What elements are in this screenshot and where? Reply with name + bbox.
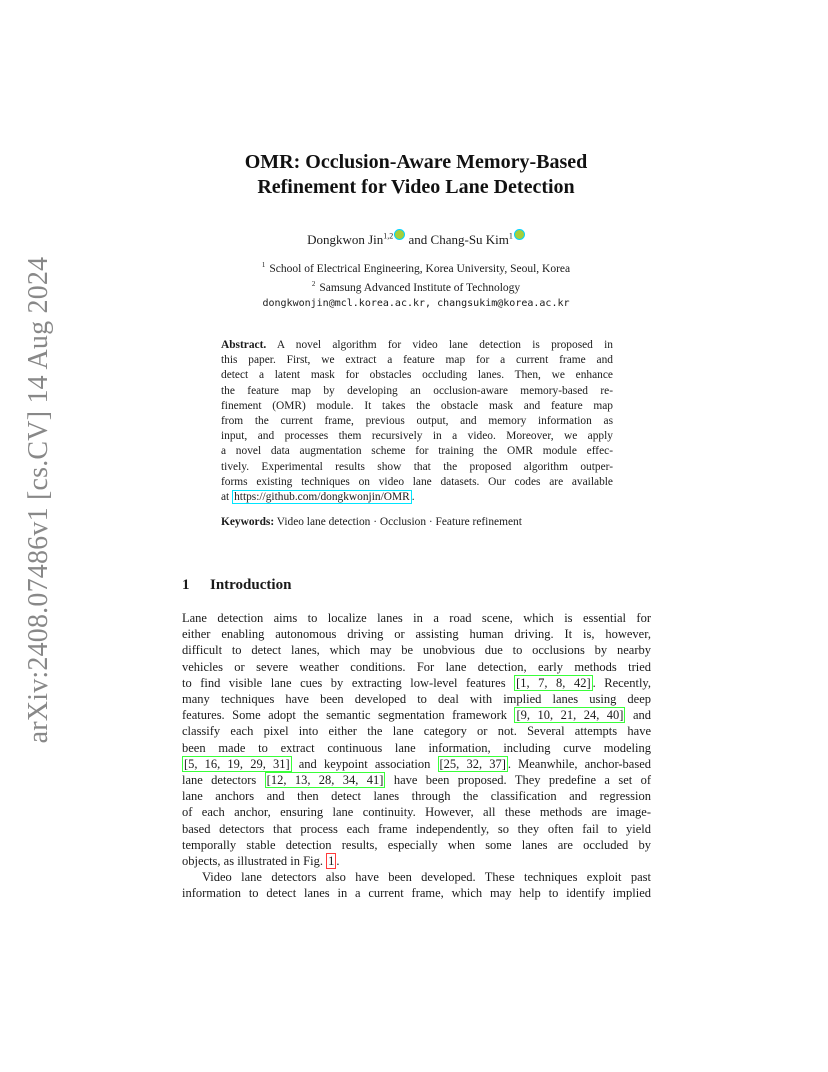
abstract-line: forms existing techniques on video lane datasets. Our codes are available [221,475,613,488]
abstract-line: the feature map by developing an occlusion-aware memory-based re- [221,384,613,397]
body-line: difficult to detect lanes, which may be unobvious due to occlusions by nearby [182,643,651,658]
abstract-line: tively. Experimental results show that the proposed algorithm outper- [221,460,613,473]
affiliation-1-mark: 1 [261,261,266,269]
abstract-line: finement (OMR) module. It takes the obstacle mask and feature map [221,399,613,412]
title-line-1: OMR: Occlusion-Aware Memory-Based [244,151,588,173]
affiliation-1 [150,258,682,277]
author-1: Dongkwon Jin [307,232,384,247]
affiliation-2 [150,277,682,296]
body-text-span: lane detectors [182,773,265,788]
abstract-line-text: A novel algorithm for video lane detection is proposed in [266,339,613,351]
paper-title [150,150,682,200]
body-line [182,675,651,691]
author-2-affiliation-mark: 1 [508,231,513,241]
body-line [182,853,651,869]
keywords-text: Video lane detection · Occlusion · Feature refinement [274,516,522,528]
author-emails: dongkwonjin@mcl.korea.ac.kr, changsukim@korea.ac.kr [262,297,570,309]
body-line: information to detect lanes in a current frame, which may help to identify implied [182,886,651,901]
section-number: 1 [182,577,190,593]
section-title: Introduction [210,577,292,593]
body-text-span: and [625,708,651,723]
citation-link[interactable]: [12, 13, 28, 34, 41] [266,773,384,788]
body-line: lane anchors and then detect lanes through the classification and regression [182,789,651,804]
figure-ref-link[interactable]: 1 [328,854,335,869]
title-line-2: Refinement for Video Lane Detection [257,176,575,198]
abstract-line: a novel data augmentation scheme for training the OMR module effec- [221,445,613,458]
body-line [182,707,651,723]
author-1-affiliation-mark: 1,2 [383,231,394,241]
code-url-link[interactable]: https://github.com/dongkwonjin/OMR [234,491,410,504]
body-text-span: features. Some adopt the semantic segmentation framework [182,708,515,723]
body-text-span: have been proposed. They predefine a set of [385,773,652,788]
body-text-span: . [336,854,340,869]
body-line [182,756,651,772]
affiliation-2-text: Samsung Advanced Institute of Technology [319,281,521,294]
body-line [182,772,651,788]
abstract-line: from the current frame, previous output, and memory information as [221,415,613,428]
body-line: many techniques have been developed to deal with implied lanes using deep [182,692,651,707]
body-line: classify each pixel into either the lane category or not. Several attempts have [182,724,651,739]
arxiv-identifier [16,256,62,744]
abstract-line-text: . [411,491,415,504]
abstract-line: detect a latent mask for obstacles occluding lanes. Then, we enhance [221,369,613,382]
body-line: Video lane detectors also have been developed. These techniques exploit past [202,870,651,885]
citation-link[interactable]: [25, 32, 37] [439,756,506,771]
author-2: Chang-Su Kim [430,232,509,247]
body-text [182,610,651,902]
body-line: temporally stable detection results, especially when some lanes are occluded by [182,837,651,852]
section-heading [182,577,291,594]
body-text-span: . Recently, [592,675,651,690]
body-line: either enabling autonomous driving or assisting human driving. It is, however, [182,627,651,642]
citation-link[interactable]: [5, 16, 19, 29, 31] [184,756,290,771]
orcid-icon[interactable] [394,229,405,240]
body-line: vehicles or severe weather conditions. For lane detection, early methods tried [182,659,651,674]
author-connector: and [405,232,431,247]
body-line: based detectors that process each frame independently, so they often fail to yield [182,821,651,836]
affiliation-2-mark: 2 [311,279,316,288]
arxiv-identifier-text: arXiv:2408.07486v1 [cs.CV] 14 Aug 2024 [23,256,54,744]
body-line: been made to extract continuous lane information, including curve modeling [182,740,651,755]
citation-link[interactable]: [1, 7, 8, 42] [516,675,591,690]
affiliation-1-text: School of Electrical Engineering, Korea University, Seoul, Korea [269,262,571,275]
abstract-label: Abstract. [221,339,267,351]
body-text-span: to find visible lane cues by extracting low-level features [182,675,515,690]
keywords [221,516,522,528]
keywords-label: Keywords: [221,516,275,528]
abstract-line: this paper. First, we extract a feature map for a current frame and [221,354,613,367]
citation-link[interactable]: [9, 10, 21, 24, 40] [516,708,624,723]
body-text-span: objects, as illustrated in Fig. [182,854,327,869]
body-text-span: and keypoint association [291,756,438,771]
abstract-line [221,490,613,505]
abstract [221,338,613,505]
orcid-icon[interactable] [514,229,525,240]
author-list [150,229,682,248]
affiliations [150,258,682,311]
body-line: Lane detection aims to localize lanes in a road scene, which is essential for [182,611,651,625]
abstract-line-text: at [221,491,233,504]
abstract-line: input, and processes them recursively in a video. Moreover, we apply [221,430,613,443]
body-text-span: . Meanwhile, anchor-based [507,756,652,771]
body-line: of each anchor, ensuring lane continuity. However, all these methods are image- [182,805,651,820]
abstract-line [221,338,613,353]
